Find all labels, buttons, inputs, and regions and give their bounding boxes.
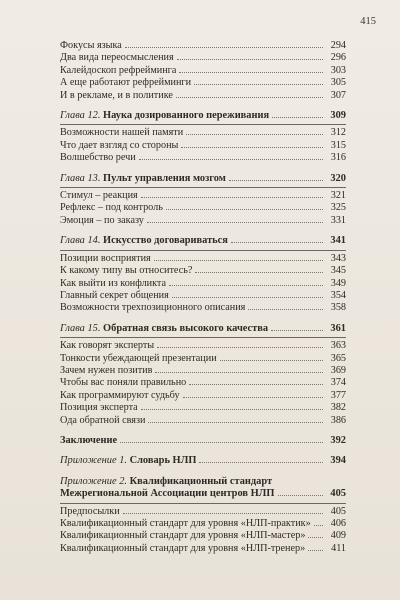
toc-entry: Предпосылки 405 — [60, 505, 346, 517]
toc-entry: Калейдоскоп рефрейминга 303 — [60, 64, 346, 76]
toc-entry: Возможности трехпозиционного описания 358 — [60, 302, 346, 314]
toc-entry: Фокусы языка 294 — [60, 40, 346, 51]
toc-entry: Зачем нужен позитив 369 — [60, 364, 346, 376]
toc-entry: Ода обратной связи 386 — [60, 414, 346, 426]
toc-entry: Тонкости убеждающей презентации 365 — [60, 352, 346, 364]
toc-entry: А еще работают рефрейминги 305 — [60, 77, 346, 89]
toc-entry: Квалификационный стандарт для уровня «НЛП-мастер» 409 — [60, 530, 346, 542]
toc-conclusion: Заключение 392 — [60, 434, 346, 446]
toc-chapter-14: Глава 14. Искусство договариваться 341 — [60, 235, 346, 247]
toc-entry: Рефлекс – под контроль 325 — [60, 202, 346, 214]
chapter-rule — [60, 503, 346, 504]
toc-entry: Чтобы вас поняли правильно 374 — [60, 377, 346, 389]
chapter-rule — [60, 124, 346, 125]
toc-entry: Как программируют судьбу 377 — [60, 389, 346, 401]
toc-appendix-2: Приложение 2. Квалификационный стандарт Межрегиональной Ассоциации центров НЛП 405 — [60, 475, 346, 500]
chapter-rule — [60, 337, 346, 338]
chapter-rule — [60, 187, 346, 188]
toc-entry: Как выйти из конфликта 349 — [60, 277, 346, 289]
toc-chapter-15: Глава 15. Обратная связь высокого качества 361 — [60, 322, 346, 334]
toc-chapter-12: Глава 12. Наука дозированного переживания 309 — [60, 110, 346, 122]
toc-entry: К какому типу вы относитесь? 345 — [60, 265, 346, 277]
toc-entry: Два вида переосмысления 296 — [60, 52, 346, 64]
toc-entry: Квалификационный стандарт для уровня «НЛП-практик» 406 — [60, 518, 346, 529]
toc-entry: Эмоция – по заказу 331 — [60, 214, 346, 226]
chapter-rule — [60, 250, 346, 251]
toc-entry: Позиция эксперта 382 — [60, 402, 346, 414]
toc-entry: Возможности нашей памяти 312 — [60, 127, 346, 139]
toc-entry: Как говорят эксперты 363 — [60, 340, 346, 352]
toc-entry: Главный секрет общения 354 — [60, 289, 346, 301]
toc-entry: Позиции восприятия 343 — [60, 252, 346, 264]
toc-chapter-13: Глава 13. Пульт управления мозгом 320 — [60, 172, 346, 184]
page-number: 415 — [360, 16, 376, 27]
toc-entry: И в рекламе, и в политике 307 — [60, 89, 346, 101]
toc-entry: Квалификационный стандарт для уровня «НЛП-тренер» 411 — [60, 542, 346, 554]
table-of-contents — [60, 40, 346, 555]
toc-entry: Что дает взгляд со стороны 315 — [60, 139, 346, 151]
toc-entry: Стимул – реакция 321 — [60, 190, 346, 202]
toc-appendix-1: Приложение 1. Словарь НЛП 394 — [60, 455, 346, 467]
toc-entry: Волшебство речи 316 — [60, 152, 346, 164]
